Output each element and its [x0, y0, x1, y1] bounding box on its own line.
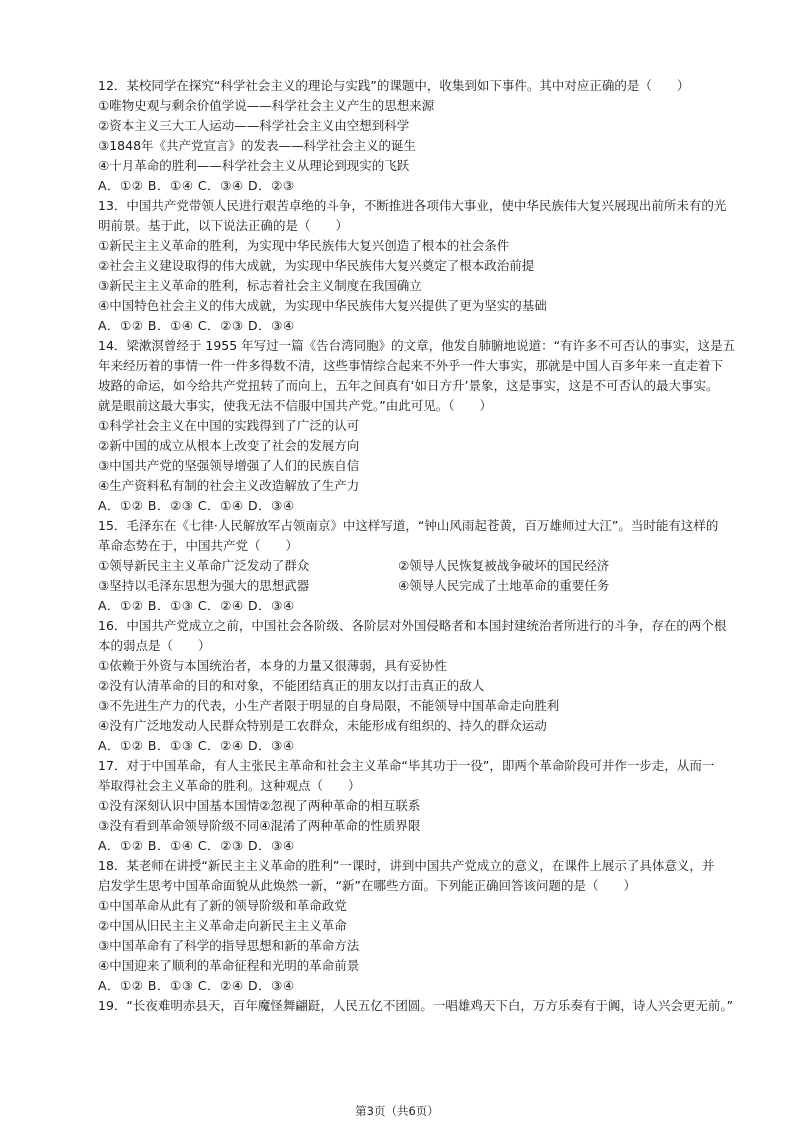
statement: ②社会主义建设取得的伟大成就，为实现中华民族伟大复兴奠定了根本政治前提: [98, 258, 535, 273]
answer-options: A．①② B．①③ C．②④ D．③④: [98, 978, 295, 993]
question-stem-line: 革命态势在于，中国共产党（ ）: [98, 538, 299, 553]
statement: ①中国革命从此有了新的领导阶级和革命政党: [98, 898, 347, 913]
question-stem-line: 本的弱点是（ ）: [98, 638, 211, 653]
answer-options: A．①② B．①④ C．②③ D．③④: [98, 318, 295, 333]
answer-options: A．①② B．①③ C．②④ D．③④: [98, 598, 295, 613]
statement: ④生产资料私有制的社会主义改造解放了生产力: [98, 478, 360, 493]
question-stem-line: 举取得社会主义革命的胜利。这种观点（ ）: [98, 778, 361, 793]
statement: ④没有广泛地发动人民群众特别是工农群众，未能形成有组织的、持久的群众运动: [98, 718, 547, 733]
question-list: [98, 76, 754, 1016]
statement: ②中国从旧民主主义革命走向新民主主义革命: [98, 918, 347, 933]
statement: ③新民主主义革命的胜利，标志着社会主义制度在我国确立: [98, 278, 422, 293]
statement: ①没有深刻认识中国基本国情②忽视了两种革命的相互联系: [98, 798, 421, 813]
answer-options: A．①② B．①④ C．③④ D．②③: [98, 178, 295, 193]
question-stem-line: 16．中国共产党成立之前，中国社会各阶级、各阶层对外国侵略者和本国封建统治者所进行的斗争，存在的两个根: [98, 618, 727, 633]
question-stem-line: 13．中国共产党带领人民进行艰苦卓绝的斗争，不断推进各项伟大事业，使中华民族伟大复兴展现出前所未有的光: [98, 198, 727, 213]
question-stem-line: 坡路的命运，如今给共产党扭转了而向上，五年之间真有‘如日方升’景象，这是事实，这是不可否认的最大事实。: [98, 378, 719, 393]
statement: ②新中国的成立从根本上改变了社会的发展方向: [98, 438, 360, 453]
statement: ③中国共产党的坚强领导增强了人们的民族自信: [98, 458, 360, 473]
question-stem-line: 启发学生思考中国革命面貌从此焕然一新，“新”在哪些方面。下列能正确回答该问题的是（ ）: [98, 878, 636, 893]
question-15: [98, 516, 754, 616]
question-16: [98, 616, 754, 756]
question-12: [98, 76, 754, 196]
statement: ①唯物史观与剩余价值学说——科学社会主义产生的思想来源: [98, 98, 435, 113]
statement: ④领导人民完成了土地革命的重要任务: [398, 578, 610, 593]
statement: ③没有看到革命领导阶级不同④混淆了两种革命的性质界限: [98, 818, 421, 833]
question-stem-line: 年来经历着的事情一件一件多得数不清，这些事情综合起来不外乎一件大事实，那就是中国人百多年来一直走着下: [98, 358, 724, 373]
statement: ①科学社会主义在中国的实践得到了广泛的认可: [98, 418, 360, 433]
question-17: [98, 756, 754, 856]
page-footer: 第3页（共6页）: [355, 1104, 439, 1118]
answer-options: A．①② B．②③ C．①④ D．③④: [98, 498, 295, 513]
question-stem-line: 19．“长夜难明赤县天，百年魔怪舞翩跹，人民五亿不团圆。一唱雄鸡天下白，万方乐奏有于阗，诗人兴会更无前。”: [98, 998, 734, 1013]
statement: ①新民主主义革命的胜利，为实现中华民族伟大复兴创造了根本的社会条件: [98, 238, 510, 253]
question-stem-line: 18．某老师在讲授“新民主主义革命的胜利”一课时，讲到中国共产党成立的意义，在课件上展示了具体意义，并: [98, 858, 715, 873]
statement: ④中国特色社会主义的伟大成就，为实现中华民族伟大复兴提供了更为坚实的基础: [98, 298, 547, 313]
statement: ②没有认清革命的目的和对象，不能团结真正的朋友以打击真正的敌人: [98, 678, 485, 693]
question-13: [98, 196, 754, 336]
statement: ④中国迎来了顺利的革命征程和光明的革命前景: [98, 958, 360, 973]
question-19: [98, 996, 754, 1016]
question-stem-line: 15．毛泽东在《七律·人民解放军占领南京》中这样写道，“钟山风雨起苍黄，百万雄师过大江”。当时能有这样的: [98, 518, 719, 533]
answer-options: A．①② B．①③ C．②④ D．③④: [98, 738, 295, 753]
answer-options: A．①② B．①④ C．②③ D．③④: [98, 838, 295, 853]
statement: ②资本主义三大工人运动——科学社会主义由空想到科学: [98, 118, 410, 133]
question-18: [98, 856, 754, 996]
question-stem-line: 17．对于中国革命，有人主张民主革命和社会主义革命“毕其功于一役”，即两个革命阶段可并作一步走，从而一: [98, 758, 715, 773]
statement: ③中国革命有了科学的指导思想和新的革命方法: [98, 938, 360, 953]
statement: ①依赖于外资与本国统治者，本身的力量又很薄弱，具有妥协性: [98, 658, 447, 673]
statement: ③不先进生产力的代表，小生产者限于明显的自身局限，不能领导中国革命走向胜利: [98, 698, 560, 713]
question-stem-line: 明前景。基于此，以下说法正确的是（ ）: [98, 218, 349, 233]
question-stem-line: 14．梁漱溟曾经于 1955 年写过一篇《告台湾同胞》的文章，他发自肺腑地说道：“有许多不可否认的事实，这是五: [98, 338, 736, 353]
statement-row: [98, 556, 754, 576]
question-stem-line: 就是眼前这最大事实，使我无法不信服中国共产党。”由此可见。（ ）: [98, 398, 492, 413]
statement: ③1848年《共产党宣言》的发表——科学社会主义的诞生: [98, 138, 417, 153]
statement-row: [98, 576, 754, 596]
question-stem-line: 12．某校同学在探究“科学社会主义的理论与实践”的课题中，收集到如下事件。其中对应正确的是（ ）: [98, 78, 690, 93]
statement: ③坚持以毛泽东思想为强大的思想武器: [98, 578, 310, 593]
statement: ④十月革命的胜利——科学社会主义从理论到现实的飞跃: [98, 158, 410, 173]
statement: ①领导新民主主义革命广泛发动了群众: [98, 558, 310, 573]
question-14: [98, 336, 754, 516]
statement: ②领导人民恢复被战争破坏的国民经济: [398, 558, 610, 573]
